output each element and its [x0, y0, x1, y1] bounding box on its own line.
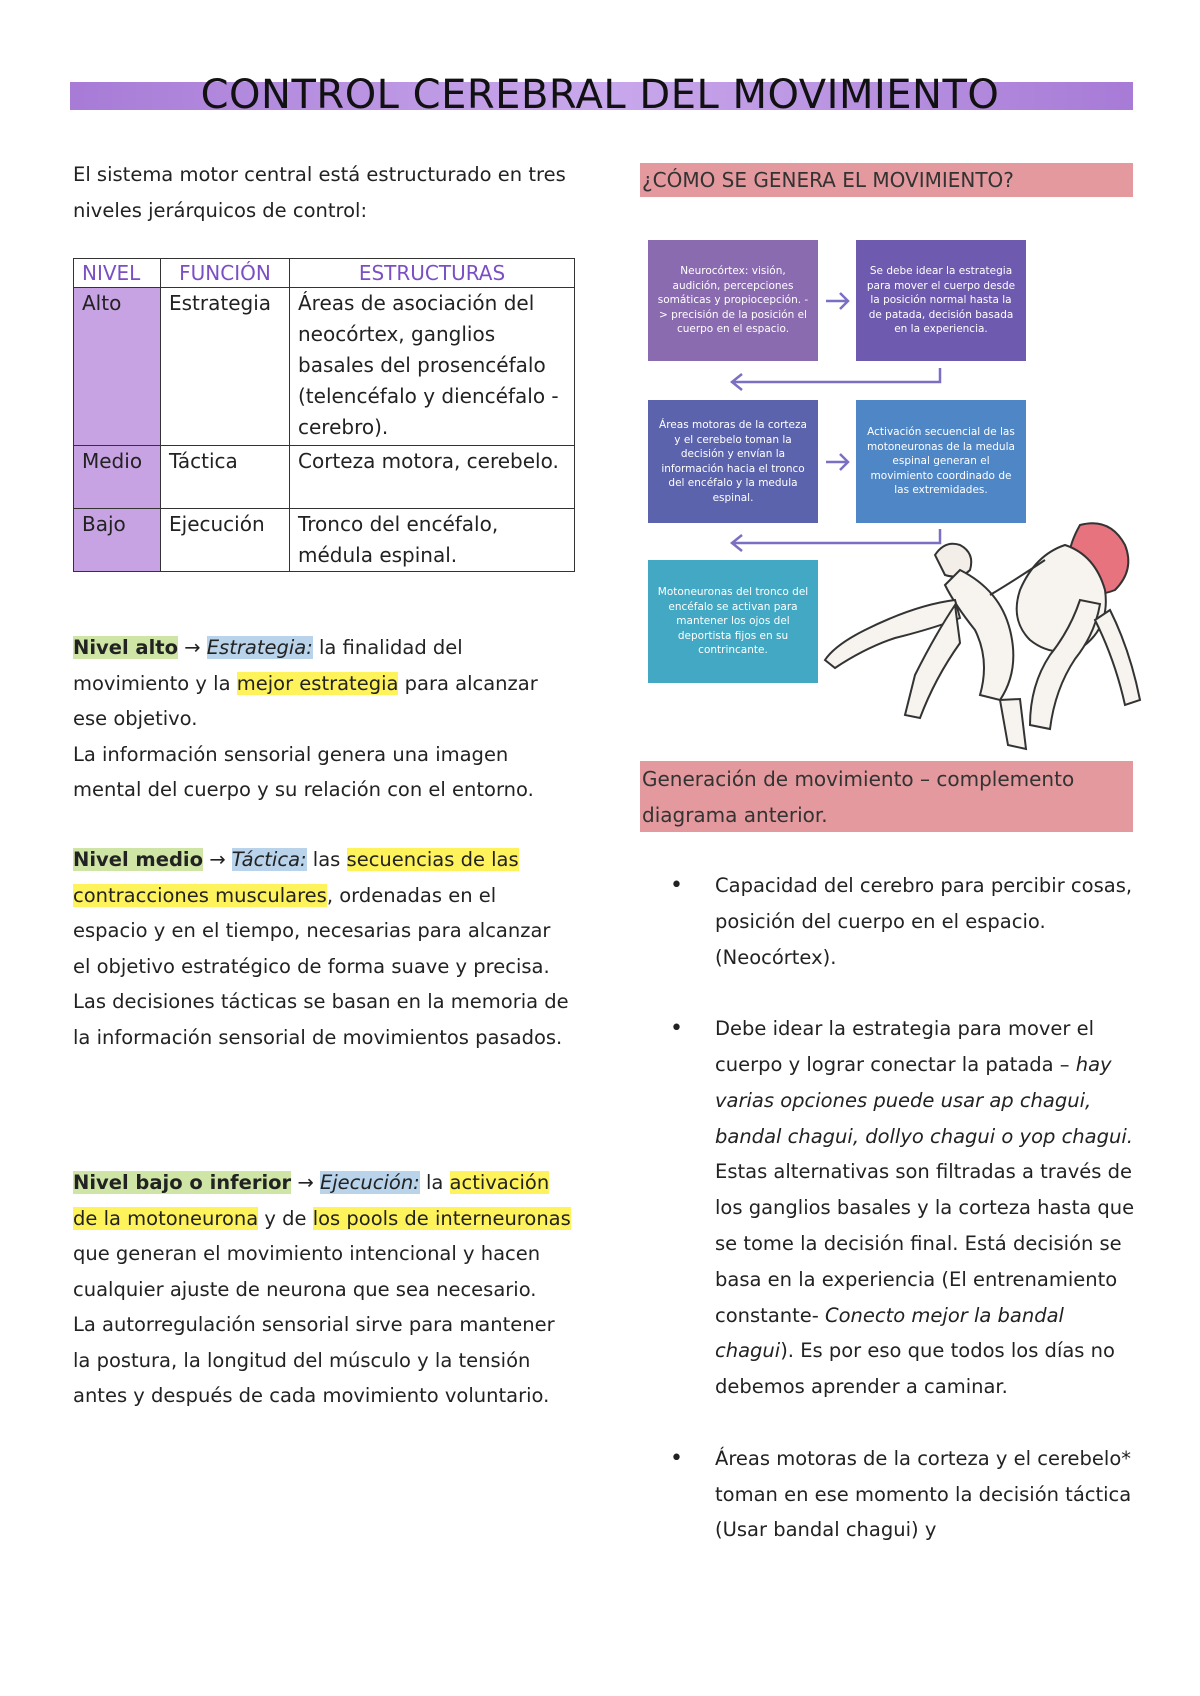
- cell-funcion: Táctica: [161, 446, 290, 509]
- arrow-text: →: [203, 848, 232, 871]
- header-estructuras: ESTRUCTURAS: [290, 259, 575, 288]
- cell-nivel: Alto: [74, 288, 161, 446]
- text-fragment: para alcanzar ese objetivo.: [73, 671, 538, 730]
- page-title: CONTROL CEREBRAL DEL MOVIMIENTO: [200, 72, 1000, 118]
- paragraph-bajo-2: La autorregulación sensorial sirve para mantener la postura, la longitud del músculo y la tensión antes y después de cada movimiento voluntario.: [73, 1313, 555, 1407]
- section-nivel-medio: [73, 842, 573, 1055]
- bullet-list: [670, 868, 1140, 1584]
- highlight-motoneurona: activación de la motoneurona: [73, 1171, 550, 1230]
- list-item: [670, 868, 1140, 975]
- arrow-text: →: [291, 1171, 320, 1194]
- cell-estructuras: Tronco del encéfalo, médula espinal.: [290, 509, 575, 572]
- martial-arts-illustration: [825, 523, 1140, 749]
- paragraph-medio-2: Las decisiones tácticas se basan en la memoria de la información sensorial de movimientos pasados.: [73, 990, 569, 1049]
- bullet-italic: Conecto mejor la bandal chagui: [715, 1303, 1064, 1363]
- text-fragment: , ordenadas en el espacio y en el tiempo, necesarias para alcanzar el objetivo estratégico de forma suave y precisa.: [73, 883, 551, 978]
- cell-funcion: Ejecución: [161, 509, 290, 572]
- cell-nivel: Bajo: [74, 509, 161, 572]
- cell-estructuras: Corteza motora, cerebelo.: [290, 446, 575, 509]
- paragraph-alto-2: La información sensorial genera una imagen mental del cuerpo y su relación con el entorno.: [73, 742, 534, 801]
- term-ejecucion: Ejecución:: [319, 1171, 420, 1194]
- bullet-text: Capacidad del cerebro para percibir cosas, posición del cuerpo en el espacio. (Neocórtex).: [715, 874, 1133, 969]
- diagram-connectors: [0, 0, 1200, 760]
- bullet-text: ). Es por eso que todos los días no debemos aprender a caminar.: [715, 1339, 1115, 1399]
- header-nivel: NIVEL: [74, 259, 161, 288]
- bullet-italic: hay varias opciones puede usar ap chagui, bandal chagui, dollyo chagui o yop chagui.: [715, 1052, 1133, 1148]
- diagram-box-areas-motoras: Áreas motoras de la corteza y el cerebelo toman la decisión y envían la información hacia el tronco del encéfalo y la medula espinal.: [648, 400, 818, 523]
- list-item: [670, 1011, 1140, 1405]
- highlight-secuencias: secuencias de las contracciones musculares: [73, 848, 519, 907]
- bullet-text: Estas alternativas son filtradas a través de los ganglios basales y la corteza hasta que se tome la decisión final. Está decisión se basa en la experiencia (El entrenamiento constante-: [715, 1160, 1135, 1327]
- intro-text: El sistema motor central está estructurado en tres niveles jerárquicos de control:: [73, 163, 566, 222]
- header-funcion: FUNCIÓN: [161, 259, 290, 288]
- label-nivel-medio: Nivel medio: [73, 848, 203, 871]
- arrow-right-icon: [826, 293, 848, 309]
- arrow-text: →: [177, 636, 207, 659]
- text-fragment: y de: [258, 1206, 313, 1230]
- text-fragment: las: [306, 848, 347, 871]
- label-nivel-alto: Nivel alto: [73, 636, 178, 659]
- text-fragment: la: [419, 1171, 450, 1194]
- section-nivel-bajo: [73, 1165, 573, 1414]
- highlight-mejor-estrategia: mejor estrategia: [236, 671, 399, 695]
- label-nivel-bajo: Nivel bajo o inferior: [73, 1171, 292, 1194]
- arrow-return-icon: [732, 368, 940, 390]
- text-fragment: la finalidad del movimiento y la: [73, 636, 463, 695]
- cell-nivel: Medio: [74, 446, 161, 509]
- cell-estructuras: Áreas de asociación del neocórtex, ganglios basales del prosencéfalo (telencéfalo y diencéfalo - cerebro).: [290, 288, 575, 446]
- diagram-box-estrategia: Se debe idear la estrategia para mover el cuerpo desde la posición normal hasta la de patada, decisión basada en la experiencia.: [856, 240, 1026, 361]
- cell-funcion: Estrategia: [161, 288, 290, 446]
- bullet-text: Áreas motoras de la corteza y el cerebelo* toman en ese momento la decisión táctica (Usar bandal chagui) y: [715, 1446, 1132, 1542]
- diagram-box-motoneuronas: Motoneuronas del tronco del encéfalo se activan para mantener los ojos del deportista fijos en su contrincante.: [648, 560, 818, 683]
- generation-header: Generación de movimiento – complemento diagrama anterior.: [640, 761, 1133, 832]
- term-tactica: Táctica:: [231, 848, 307, 871]
- arrow-right-icon: [826, 454, 848, 470]
- diagram-box-activacion: Activación secuencial de las motoneuronas de la medula espinal generan el movimiento coordinado de las extremidades.: [856, 400, 1026, 523]
- highlight-interneuronas: los pools de interneuronas: [312, 1206, 571, 1230]
- bullet-text: Debe idear la estrategia para mover el cuerpo y lograr conectar la patada –: [715, 1017, 1095, 1076]
- term-estrategia: Estrategia:: [206, 636, 313, 659]
- text-fragment: que generan el movimiento intencional y hacen cualquier ajuste de neurona que sea necesario.: [73, 1242, 541, 1301]
- diagram-box-neurocortex: Neurocórtex: visión, audición, percepciones somáticas y propiocepción. -> precisión de la posición el cuerpo en el espacio.: [648, 240, 818, 361]
- right-section-header: ¿CÓMO SE GENERA EL MOVIMIENTO?: [640, 163, 1133, 197]
- arrow-return-icon: [732, 529, 940, 551]
- list-item: [670, 1441, 1140, 1548]
